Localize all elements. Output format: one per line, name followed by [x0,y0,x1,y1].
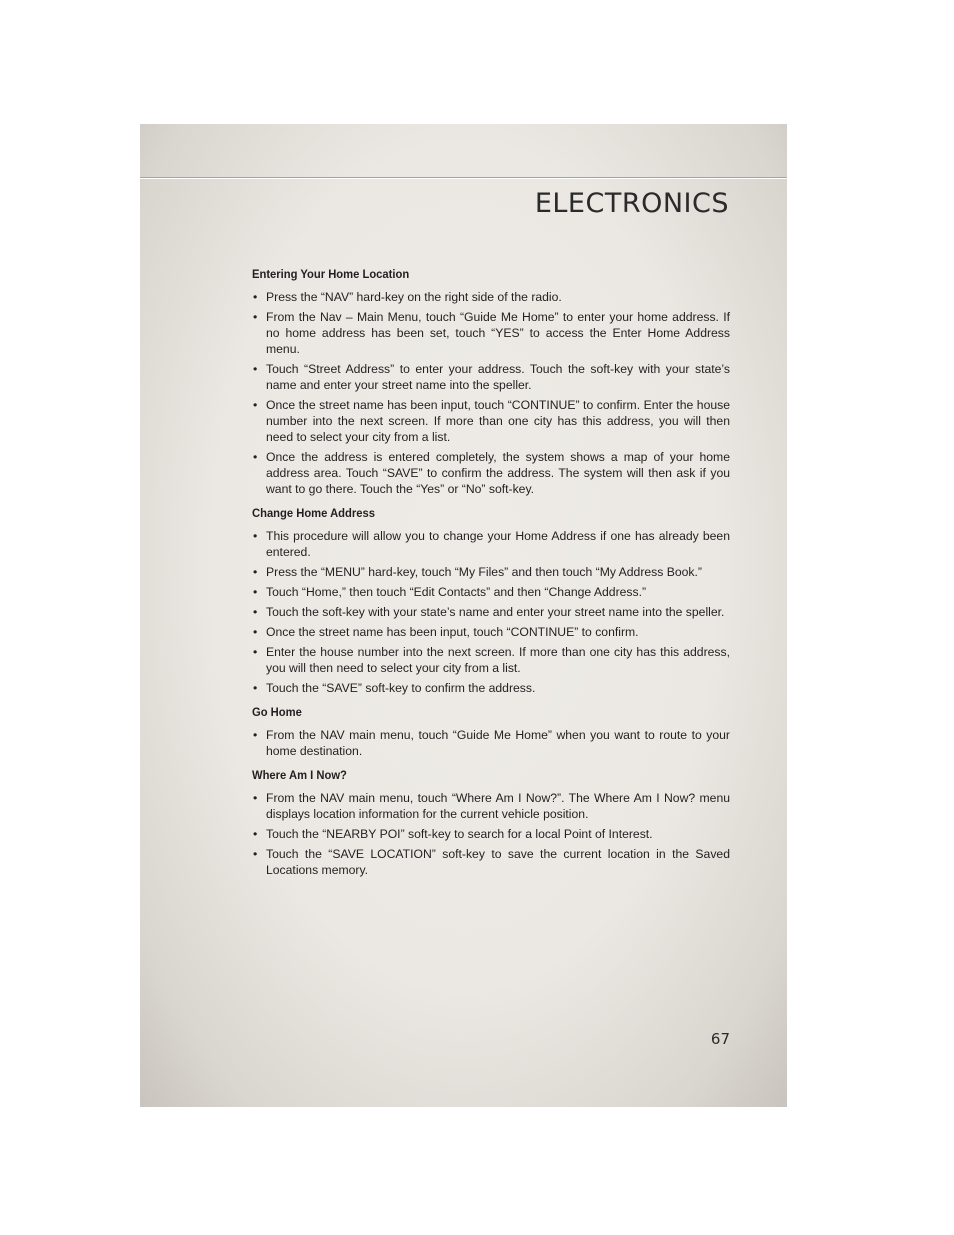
page-number: 67 [710,1030,730,1048]
bullet-icon: • [253,827,258,841]
bullet-icon: • [253,728,258,742]
list-item: • From the Nav – Main Menu, touch “Guide Me Home” to enter your home address. If no home address has been set, touch “YES” to access the Enter Home Address menu. [253,310,730,356]
list-item: • Once the address is entered completely, the system shows a map of your home address area. Touch “SAVE” to confirm the address. The system will then ask if you want to go there. Touch the “Yes” or “No” soft-key. [253,450,730,496]
bullet-icon: • [253,362,258,376]
section-title: ELECTRONICS [534,188,729,219]
bullet-icon: • [253,681,258,695]
bullet-icon: • [253,290,258,304]
bullet-list-change-home-address [252,528,730,696]
list-item: • From the NAV main menu, touch “Guide Me Home” when you want to route to your home destination. [253,728,730,758]
bullet-list-home-location [252,289,730,497]
list-item: • Touch the “NEARBY POI” soft-key to search for a local Point of Interest. [253,827,653,841]
list-item: • Enter the house number into the next screen. If more than one city has this address, you will then need to select your city from a list. [253,645,730,675]
bullet-icon: • [253,847,258,861]
bullet-icon: • [253,625,258,639]
list-item: • Touch the “SAVE” soft-key to confirm the address. [253,681,536,695]
bullet-icon: • [253,585,258,599]
list-item: • Touch “Street Address” to enter your address. Touch the soft-key with your state’s name and enter your street name into the speller. [253,362,730,392]
bullet-list-where-am-i-now [252,790,730,878]
section-heading-where-am-i-now: Where Am I Now? [252,768,347,782]
list-item: • This procedure will allow you to change your Home Address if one has already been entered. [253,529,730,559]
section-heading-change-home-address: Change Home Address [252,506,375,520]
bullet-icon: • [253,450,258,464]
list-item: • From the NAV main menu, touch “Where Am I Now?”. The Where Am I Now? menu displays location information for the current vehicle position. [253,791,730,821]
section-heading-go-home: Go Home [252,705,302,719]
bullet-icon: • [253,398,258,412]
list-item: • Once the street name has been input, touch “CONTINUE” to confirm. Enter the house number into the next screen. If more than one city has this address, you will then need to select your city from a list. [253,398,730,444]
bullet-list-go-home [252,727,730,759]
list-item: • Once the street name has been input, touch “CONTINUE” to confirm. [253,625,639,639]
bullet-icon: • [253,605,258,619]
bullet-icon: • [253,645,258,659]
bullet-icon: • [253,565,258,579]
header-rule [140,177,787,179]
list-item: • Press the “NAV” hard-key on the right side of the radio. [253,290,562,304]
list-item: • Touch the soft-key with your state’s name and enter your street name into the speller. [253,605,725,619]
list-item: • Press the “MENU” hard-key, touch “My Files” and then touch “My Address Book.” [253,565,702,579]
list-item: • Touch the “SAVE LOCATION” soft-key to save the current location in the Saved Locations memory. [253,847,730,877]
page-content [252,266,730,886]
bullet-icon: • [253,791,258,805]
section-heading-home-location: Entering Your Home Location [252,267,410,281]
bullet-icon: • [253,529,258,543]
bullet-icon: • [253,310,258,324]
list-item: • Touch “Home,” then touch “Edit Contacts” and then “Change Address.” [253,585,647,599]
